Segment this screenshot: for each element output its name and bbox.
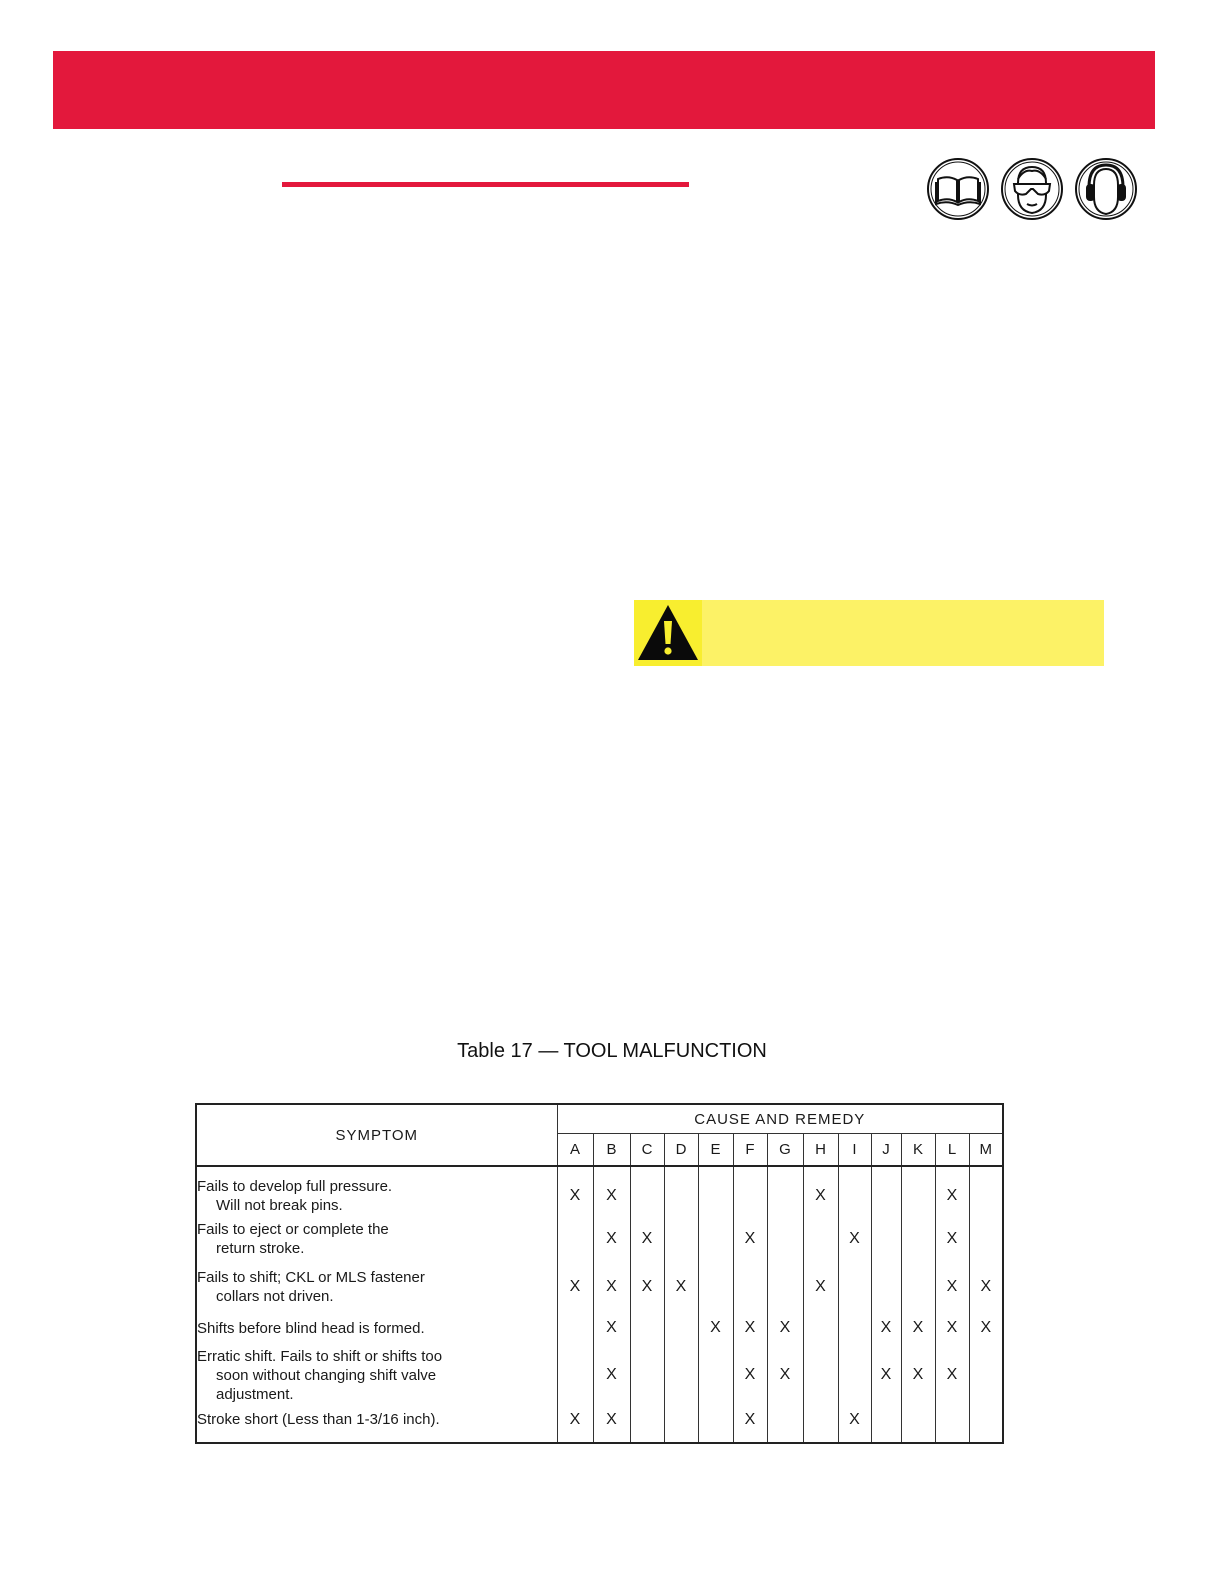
table-row	[196, 1345, 1003, 1405]
symptom-cell	[196, 1311, 557, 1345]
cause-mark-i	[838, 1345, 871, 1405]
cause-mark-k	[901, 1405, 935, 1443]
symptom-text: Stroke short (Less than 1-3/16 inch).	[197, 1411, 440, 1428]
symptom-text: Erratic shift. Fails to shift or shifts too	[197, 1347, 443, 1365]
cause-mark-a: X	[557, 1166, 593, 1215]
cause-mark-l: X	[935, 1166, 969, 1215]
cause-mark-k: X	[901, 1311, 935, 1345]
cause-mark-c	[630, 1311, 664, 1345]
cause-mark-d: X	[664, 1263, 698, 1311]
malfunction-table	[195, 1103, 1004, 1444]
cause-mark-j	[871, 1215, 901, 1263]
cause-mark-m	[969, 1405, 1003, 1443]
symptom-cell	[196, 1405, 557, 1443]
cause-mark-a	[557, 1215, 593, 1263]
cause-mark-b: X	[593, 1263, 630, 1311]
cause-mark-l: X	[935, 1311, 969, 1345]
symptom-text: Fails to shift; CKL or MLS fastener	[197, 1269, 425, 1286]
cause-mark-b: X	[593, 1405, 630, 1443]
cause-mark-h	[803, 1311, 838, 1345]
cause-mark-e	[698, 1345, 733, 1405]
cause-mark-k	[901, 1263, 935, 1311]
cause-mark-d	[664, 1166, 698, 1215]
cause-mark-f: X	[733, 1405, 767, 1443]
read-manual-icon	[926, 157, 990, 221]
cause-mark-l: X	[935, 1215, 969, 1263]
cause-mark-l	[935, 1405, 969, 1443]
column-header-g: G	[767, 1134, 803, 1167]
column-header-a: A	[557, 1134, 593, 1167]
cause-mark-i: X	[838, 1405, 871, 1443]
cause-mark-a	[557, 1311, 593, 1345]
cause-mark-d	[664, 1405, 698, 1443]
cause-mark-c	[630, 1166, 664, 1215]
symptom-text: soon without changing shift valve	[216, 1366, 437, 1384]
cause-mark-k: X	[901, 1345, 935, 1405]
cause-mark-c	[630, 1345, 664, 1405]
cause-mark-g	[767, 1405, 803, 1443]
column-header-d: D	[664, 1134, 698, 1167]
cause-mark-c: X	[630, 1263, 664, 1311]
table-row	[196, 1405, 1003, 1443]
cause-mark-e	[698, 1263, 733, 1311]
ear-protection-icon	[1074, 157, 1138, 221]
ppe-icon-group	[926, 157, 1138, 221]
column-header-l: L	[935, 1134, 969, 1167]
cause-mark-g	[767, 1166, 803, 1215]
column-header-f: F	[733, 1134, 767, 1167]
cause-mark-m: X	[969, 1263, 1003, 1311]
symptom-cell	[196, 1263, 557, 1311]
cause-mark-d	[664, 1215, 698, 1263]
cause-mark-h	[803, 1215, 838, 1263]
header-banner	[53, 51, 1155, 129]
symptom-text: Shifts before blind head is formed.	[197, 1319, 425, 1337]
cause-mark-d	[664, 1311, 698, 1345]
caution-callout	[634, 600, 1104, 666]
cause-mark-g: X	[767, 1345, 803, 1405]
column-header-i: I	[838, 1134, 871, 1167]
symptom-text: Will not break pins.	[216, 1197, 343, 1214]
cause-mark-l: X	[935, 1345, 969, 1405]
cause-mark-c: X	[630, 1215, 664, 1263]
cause-mark-f	[733, 1166, 767, 1215]
cause-mark-g	[767, 1215, 803, 1263]
column-header-m: M	[969, 1134, 1003, 1167]
cause-mark-b: X	[593, 1345, 630, 1405]
column-header-j: J	[871, 1134, 901, 1167]
cause-mark-j: X	[871, 1345, 901, 1405]
cause-mark-h: X	[803, 1263, 838, 1311]
cause-mark-f: X	[733, 1215, 767, 1263]
table-row	[196, 1215, 1003, 1263]
symptom-cell	[196, 1215, 557, 1263]
column-header-h: H	[803, 1134, 838, 1167]
cause-mark-i	[838, 1166, 871, 1215]
cause-mark-j	[871, 1263, 901, 1311]
cause-remedy-header: CAUSE AND REMEDY	[557, 1104, 1003, 1134]
symptom-text: Fails to eject or complete the	[197, 1221, 389, 1238]
cause-mark-h	[803, 1345, 838, 1405]
table-row	[196, 1166, 1003, 1215]
cause-mark-j	[871, 1166, 901, 1215]
cause-mark-f	[733, 1263, 767, 1311]
column-header-e: E	[698, 1134, 733, 1167]
symptom-text: collars not driven.	[216, 1288, 334, 1305]
cause-mark-a: X	[557, 1263, 593, 1311]
cause-mark-m	[969, 1215, 1003, 1263]
cause-mark-g: X	[767, 1311, 803, 1345]
cause-mark-f: X	[733, 1345, 767, 1405]
cause-mark-i: X	[838, 1215, 871, 1263]
cause-mark-j: X	[871, 1311, 901, 1345]
cause-mark-m: X	[969, 1311, 1003, 1345]
cause-mark-e	[698, 1166, 733, 1215]
cause-mark-a: X	[557, 1405, 593, 1443]
cause-mark-k	[901, 1215, 935, 1263]
symptom-text: return stroke.	[216, 1240, 305, 1257]
symptom-cell	[196, 1166, 557, 1215]
title-underline	[282, 182, 689, 187]
cause-mark-k	[901, 1166, 935, 1215]
cause-mark-h	[803, 1405, 838, 1443]
cause-mark-b: X	[593, 1311, 630, 1345]
cause-mark-c	[630, 1405, 664, 1443]
cause-mark-h: X	[803, 1166, 838, 1215]
cause-mark-m	[969, 1166, 1003, 1215]
cause-mark-d	[664, 1345, 698, 1405]
cause-mark-g	[767, 1263, 803, 1311]
column-header-b: B	[593, 1134, 630, 1167]
cause-mark-j	[871, 1405, 901, 1443]
caution-icon-box	[634, 600, 702, 666]
safety-glasses-icon	[1000, 157, 1064, 221]
cause-mark-l: X	[935, 1263, 969, 1311]
caution-panel	[702, 600, 1104, 666]
column-header-k: K	[901, 1134, 935, 1167]
symptom-header: SYMPTOM	[196, 1104, 557, 1166]
cause-mark-m	[969, 1345, 1003, 1405]
symptom-text: Fails to develop full pressure.	[197, 1178, 393, 1195]
warning-triangle-icon	[636, 602, 700, 664]
cause-mark-b: X	[593, 1215, 630, 1263]
cause-mark-i	[838, 1263, 871, 1311]
cause-mark-e: X	[698, 1311, 733, 1345]
column-header-c: C	[630, 1134, 664, 1167]
table-row	[196, 1311, 1003, 1345]
table-title: Table 17 — TOOL MALFUNCTION	[457, 1040, 767, 1062]
cause-mark-i	[838, 1311, 871, 1345]
cause-mark-b: X	[593, 1166, 630, 1215]
cause-mark-e	[698, 1405, 733, 1443]
symptom-text: adjustment.	[216, 1385, 294, 1403]
cause-mark-a	[557, 1345, 593, 1405]
symptom-cell	[196, 1345, 557, 1405]
cause-mark-f: X	[733, 1311, 767, 1345]
cause-mark-e	[698, 1215, 733, 1263]
table-row	[196, 1263, 1003, 1311]
